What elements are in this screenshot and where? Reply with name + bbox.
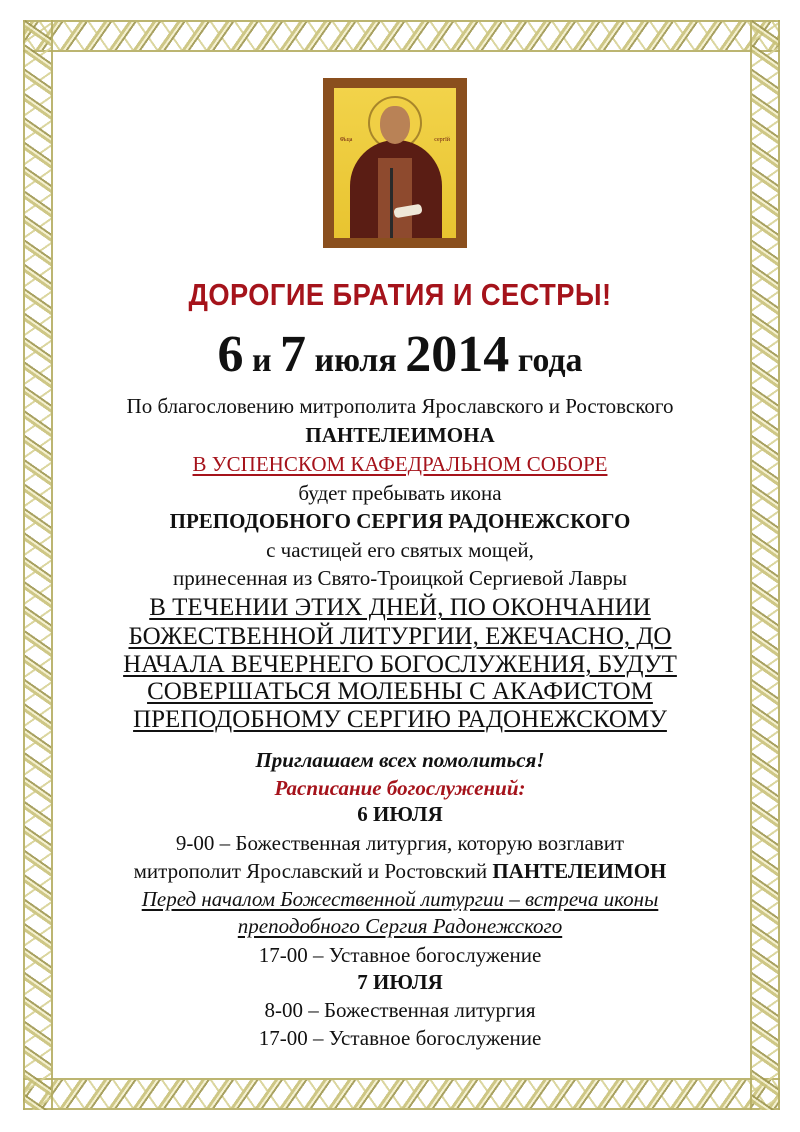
date-month: июля: [314, 342, 397, 379]
day1-item-1-cont-text: митрополит Ярославский и Ростовский: [133, 859, 488, 883]
date-year: 2014: [405, 326, 510, 383]
notice-line-4: СОВЕРШАТЬСЯ МОЛЕБНЫ С АКАФИСТОМ: [147, 678, 653, 705]
saint-head: [380, 106, 410, 144]
staff: [390, 168, 393, 238]
icon-gold-background: [334, 88, 456, 238]
day1-note-2: преподобного Сергия Радонежского: [237, 914, 563, 938]
day1-item-1: 9-00 – Божественная литургия, которую возглавит: [175, 831, 625, 855]
day1-item-1-name: ПАНТЕЛЕИМОН: [492, 859, 667, 883]
date-and: и: [251, 342, 272, 379]
notice-line-2: БОЖЕСТВЕННОЙ ЛИТУРГИИ, ЕЖЕЧАСНО, ДО: [128, 623, 672, 650]
ornamental-border-left: [23, 20, 53, 1110]
event-dates-heading: [60, 326, 740, 386]
day2-date: 7 ИЮЛЯ: [357, 970, 443, 994]
relics-line: с частицей его святых мощей,: [266, 538, 534, 562]
date-suffix: года: [517, 342, 583, 379]
origin-line: принесенная из Свято-Троицкой Сергиевой Лавры: [173, 566, 627, 590]
notice-line-3: НАЧАЛА ВЕЧЕРНЕГО БОГОСЛУЖЕНИЯ, БУДУТ: [123, 651, 677, 678]
day2-item-1: 8-00 – Божественная литургия: [264, 998, 536, 1022]
date-day-2: 7: [280, 326, 307, 383]
ornamental-border-top: [23, 20, 780, 52]
notice-line-5: ПРЕПОДОБНОМУ СЕРГИЮ РАДОНЕЖСКОМУ: [133, 706, 667, 733]
saint-sergius-icon-image: [323, 78, 467, 248]
ornamental-border-bottom: [23, 1078, 780, 1110]
day1-note-1: Перед началом Божественной литургии – встреча иконы: [141, 887, 659, 911]
icon-presence-line: будет пребывать икона: [298, 481, 502, 505]
day1-item-2: 17-00 – Уставное богослужение: [258, 943, 542, 967]
invitation: Приглашаем всех помолиться!: [255, 748, 545, 772]
robe-inner: [378, 158, 412, 238]
icon-inscription-right: сергїй: [434, 137, 450, 143]
icon-inscription-left: ѿ҃ьца: [340, 137, 353, 143]
cathedral-location: В УСПЕНСКОМ КАФЕДРАЛЬНОМ СОБОРЕ: [192, 452, 608, 476]
day1-date: 6 ИЮЛЯ: [357, 802, 443, 826]
notice-line-1: В ТЕЧЕНИИ ЭТИХ ДНЕЙ, ПО ОКОНЧАНИИ: [149, 594, 651, 621]
day2-item-2: 17-00 – Уставное богослужение: [258, 1026, 542, 1050]
date-day-1: 6: [217, 326, 244, 383]
greeting-heading: ДОРОГИЕ БРАТИЯ И СЕСТРЫ!: [188, 277, 612, 312]
ornamental-border-right: [750, 20, 780, 1110]
metropolitan-name: ПАНТЕЛЕИМОНА: [305, 423, 495, 447]
day1-item-1-continued: [60, 858, 740, 884]
blessing-line: По благословению митрополита Ярославского и Ростовского: [126, 394, 674, 418]
saint-name: ПРЕПОДОБНОГО СЕРГИЯ РАДОНЕЖСКОГО: [169, 509, 631, 533]
schedule-title: Расписание богослужений:: [274, 776, 526, 800]
